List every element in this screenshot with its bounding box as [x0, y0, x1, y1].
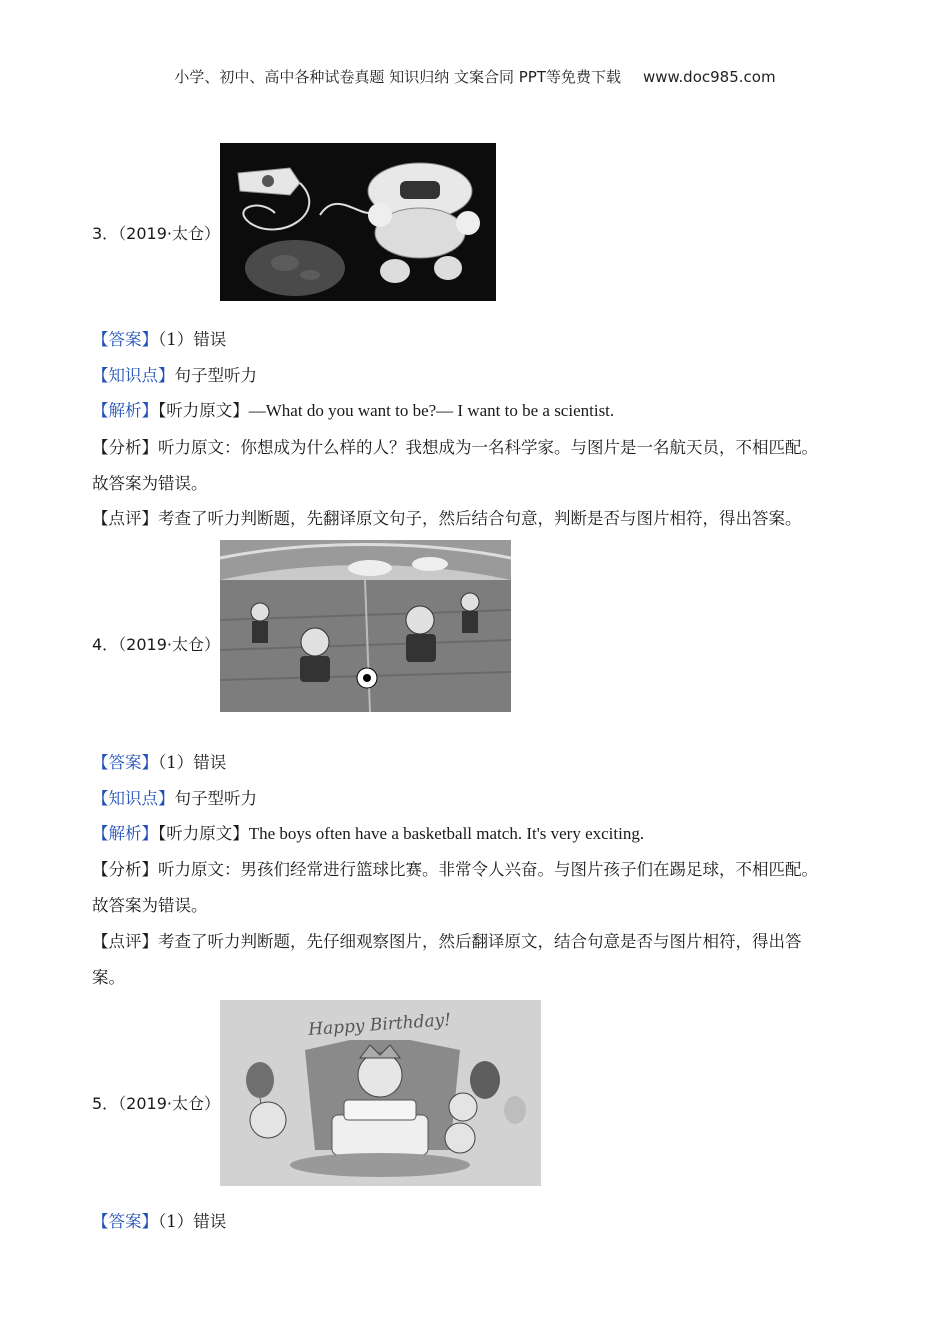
q3-fenxi-line — [92, 438, 818, 458]
listening-label: 【听力原文】 — [158, 401, 249, 420]
knowledge-label: 【知识点】 — [92, 366, 175, 385]
birthday-party-picture — [220, 1000, 541, 1186]
comment-label: 【点评】 — [92, 509, 158, 528]
q3-answer-line — [92, 330, 226, 350]
question-4-number: 4．（2019·太仓） — [92, 635, 220, 654]
happy-birthday-banner: Happy Birthday! — [307, 1010, 452, 1040]
analysis-label: 【解析】 — [92, 401, 158, 420]
comment-text: 考查了听力判断题，先翻译原文句子，然后结合句意，判断是否与图片相符，得出答案。 — [158, 509, 802, 528]
listening-text: The boys often have a basketball match. It's very exciting. — [248, 824, 645, 843]
question-5-number: 5．（2019·太仓） — [92, 1094, 220, 1113]
knowledge-label: 【知识点】 — [92, 789, 175, 808]
knowledge-value: 句子型听力 — [174, 366, 257, 385]
answer-value: （1）错误 — [158, 753, 227, 772]
q4-analysis-line — [92, 824, 644, 844]
header-text: 小学、初中、高中各种试卷真题 知识归纳 文案合同 PPT等免费下载 — [174, 68, 621, 86]
q5-answer-line — [92, 1212, 226, 1232]
q4-comment-line — [92, 932, 802, 952]
q4-fenxi-line — [92, 860, 818, 880]
q4-comment-line-2: 案。 — [92, 968, 125, 987]
fenxi-label: 【分析】 — [92, 438, 158, 457]
listening-label: 【听力原文】 — [158, 824, 249, 843]
fenxi-text: 听力原文：男孩们经常进行篮球比赛。非常令人兴奋。与图片孩子们在踢足球，不相匹配。 — [158, 860, 818, 879]
q3-comment-line — [92, 509, 802, 529]
q3-fenxi-line-2: 故答案为错误。 — [92, 474, 208, 493]
fenxi-label: 【分析】 — [92, 860, 158, 879]
listening-text: —What do you want to be?— I want to be a scientist. — [248, 401, 615, 420]
q4-answer-line — [92, 753, 226, 773]
analysis-label: 【解析】 — [92, 824, 158, 843]
answer-label: 【答案】 — [92, 753, 158, 772]
knowledge-value: 句子型听力 — [174, 789, 257, 808]
header-url[interactable]: www.doc985.com — [642, 68, 776, 86]
q4-knowledge-line — [92, 789, 257, 809]
answer-value: （1）错误 — [158, 1212, 227, 1231]
answer-label: 【答案】 — [92, 1212, 158, 1231]
q4-fenxi-line-2: 故答案为错误。 — [92, 896, 208, 915]
page-header — [0, 66, 950, 87]
q3-analysis-line — [92, 401, 614, 421]
comment-label: 【点评】 — [92, 932, 158, 951]
fenxi-text: 听力原文：你想成为什么样的人？我想成为一名科学家。与图片是一名航天员，不相匹配。 — [158, 438, 818, 457]
boys-playing-football-picture — [220, 540, 511, 712]
comment-text: 考查了听力判断题，先仔细观察图片，然后翻译原文，结合句意是否与图片相符，得出答 — [158, 932, 802, 951]
answer-label: 【答案】 — [92, 330, 158, 349]
answer-value: （1）错误 — [158, 330, 227, 349]
question-3-number: 3．（2019·太仓） — [92, 224, 220, 243]
q3-knowledge-line — [92, 366, 257, 386]
astronaut-rocket-picture — [220, 143, 496, 301]
